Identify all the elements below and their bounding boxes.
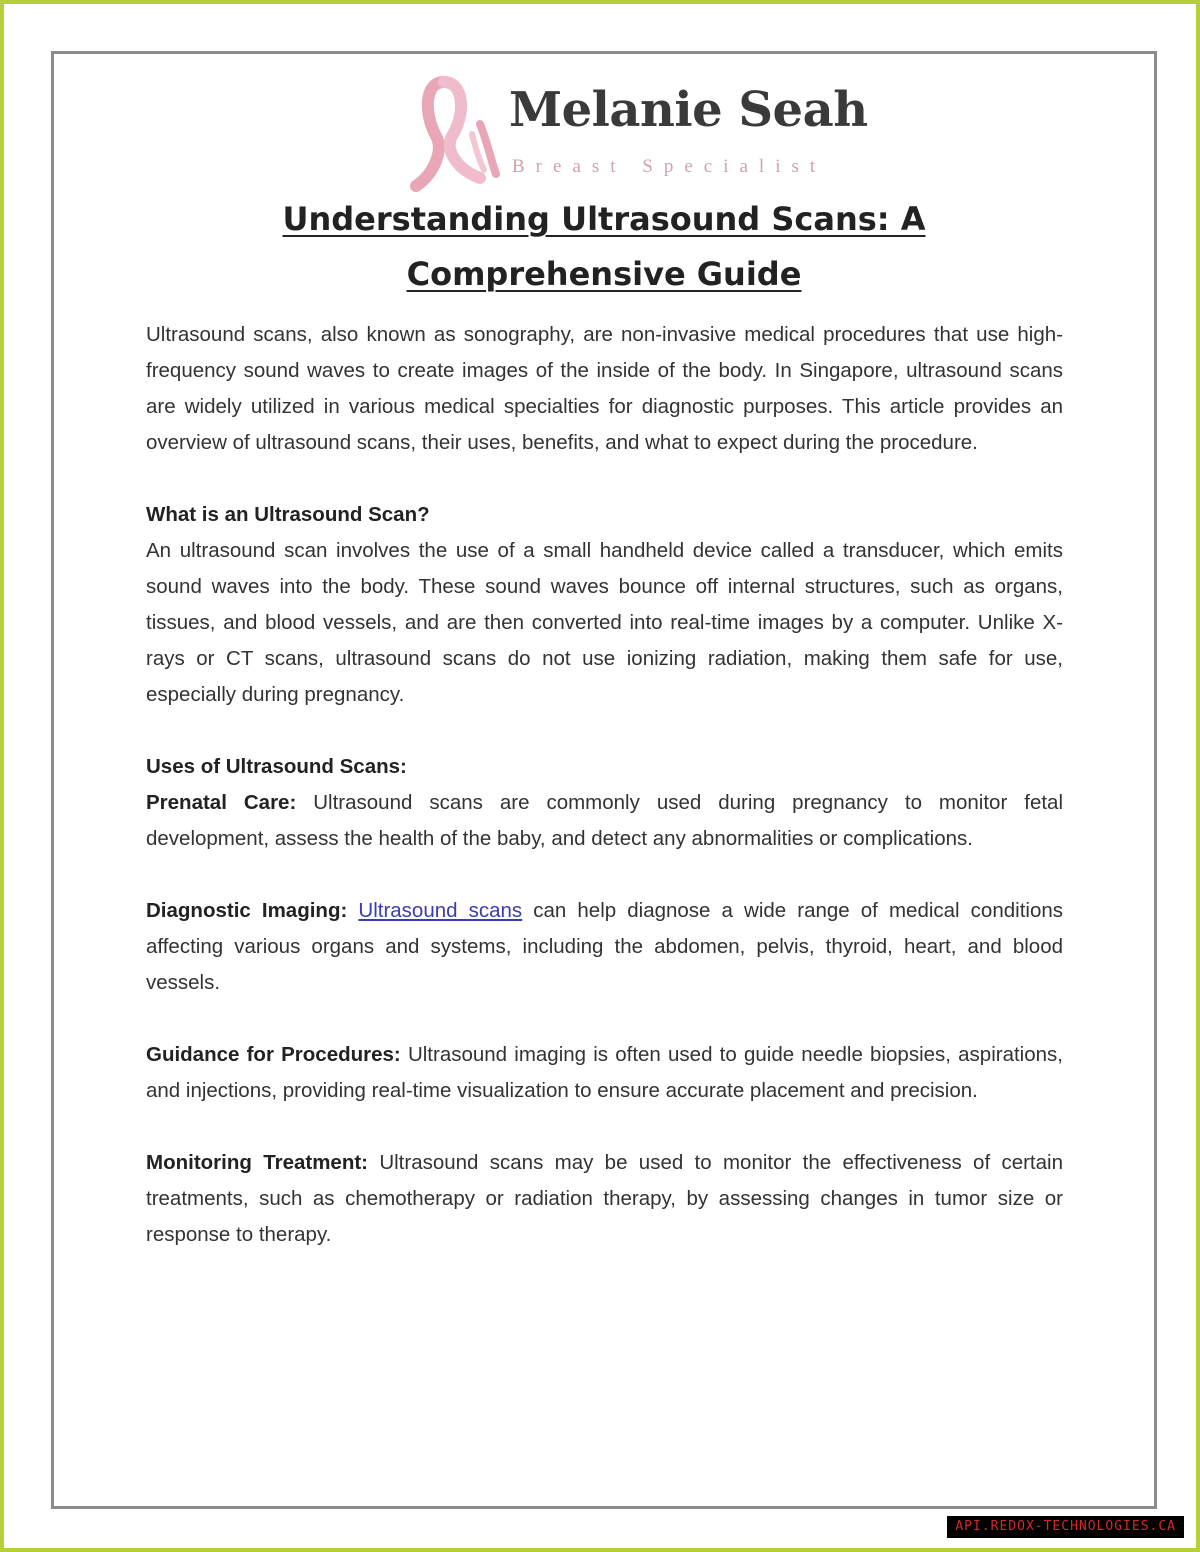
- monitoring-text: Ultrasound scans may be used to monitor the effectiveness of certain treatments, such as chemotherapy or radiation therapy, by assessing changes in tumor size or response to therapy.: [146, 1151, 1063, 1246]
- section-heading-what-is: What is an Ultrasound Scan?: [146, 503, 430, 526]
- intro-paragraph: Ultrasound scans, also known as sonography, are non-invasive medical procedures that use high-frequency sound waves to create images of the inside of the body. In Singapore, ultrasound scans are widely utilized in various medical specialties for diagnostic purposes. This article provides an overview of ultrasound scans, their uses, benefits, and what to expect during the procedure.: [146, 323, 1063, 454]
- guidance-label: Guidance for Procedures:: [146, 1043, 401, 1066]
- document-page: [51, 51, 1157, 1509]
- diagnostic-imaging-paragraph: [146, 893, 1063, 1001]
- what-is-paragraph: An ultrasound scan involves the use of a small handheld device called a transducer, which emits sound waves into the body. These sound waves bounce off internal structures, such as organs, tissues, and blood vessels, and are then converted into real-time images by a computer. Unlike X-rays or CT scans, ultrasound scans do not use ionizing radiation, making them safe for use, especially during pregnancy.: [146, 539, 1063, 706]
- guidance-paragraph: [146, 1037, 1063, 1109]
- ribbon-logo-icon: [384, 74, 504, 194]
- prenatal-care-label: Prenatal Care:: [146, 791, 297, 814]
- logo-name: Melanie Seah: [509, 82, 868, 138]
- page-title: Understanding Ultrasound Scans: A Comprehensive Guide: [282, 200, 926, 293]
- prenatal-care-paragraph: [146, 785, 1063, 857]
- watermark: API.REDOX-TECHNOLOGIES.CA: [947, 1516, 1184, 1538]
- logo-tagline: Breast Specialist: [512, 156, 827, 177]
- logo: [384, 74, 868, 194]
- section-heading-uses: Uses of Ultrasound Scans:: [146, 755, 407, 778]
- diagnostic-imaging-label: Diagnostic Imaging:: [146, 899, 348, 922]
- diagnostic-imaging-text: can help diagnose a wide range of medical conditions affecting various organs and systems, including the abdomen, pelvis, thyroid, heart, and blood vessels.: [146, 899, 1063, 994]
- ultrasound-scans-link[interactable]: Ultrasound scans: [358, 899, 523, 922]
- monitoring-paragraph: [146, 1145, 1063, 1253]
- article-body: [146, 317, 1063, 1253]
- guidance-text: Ultrasound imaging is often used to guide needle biopsies, aspirations, and injections, providing real-time visualization to ensure accurate placement and precision.: [146, 1043, 1063, 1102]
- monitoring-label: Monitoring Treatment:: [146, 1151, 368, 1174]
- prenatal-care-text: Ultrasound scans are commonly used during pregnancy to monitor fetal development, assess the health of the baby, and detect any abnormalities or complications.: [146, 791, 1063, 850]
